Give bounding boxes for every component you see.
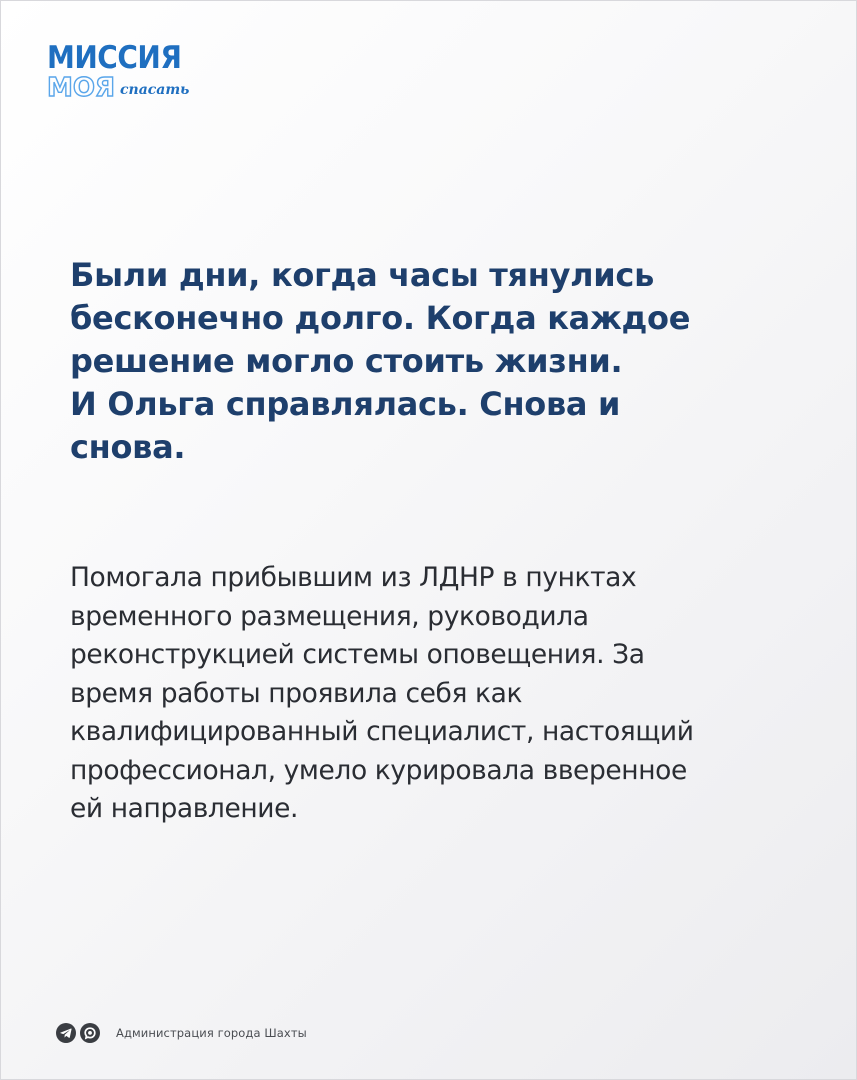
headline-line: снова. xyxy=(70,428,186,466)
headline-line: бесконечно долго. Когда каждое xyxy=(70,299,691,337)
body-line: реконструкцией системы оповещения. За xyxy=(70,639,645,670)
headline xyxy=(70,254,770,469)
brand-logo xyxy=(47,38,190,104)
body-line: ей направление. xyxy=(70,793,299,824)
headline-line: решение могло стоить жизни. xyxy=(70,342,623,380)
body-line: профессионал, умело курировала вверенное xyxy=(70,754,687,786)
telegram-icon[interactable] xyxy=(56,1023,76,1043)
body-line: квалифицированный специалист, настоящий xyxy=(70,716,694,747)
headline-line: И Ольга справлялась. Снова и xyxy=(70,385,621,423)
body-paragraph xyxy=(70,559,810,829)
logo-word-moya: МОЯ xyxy=(47,73,115,103)
body-line: временного размещения, руководила xyxy=(70,600,589,632)
body-line: Помогала прибывшим из ЛДНР в пунктах xyxy=(70,562,637,593)
headline-line: Были дни, когда часы тянулись xyxy=(70,256,655,294)
footer xyxy=(56,1022,307,1044)
body-line: время работы проявила себя как xyxy=(70,677,523,709)
logo-word-missiya: МИССИЯ xyxy=(47,38,182,76)
footer-source-label: Администрация города Шахты xyxy=(116,1026,307,1040)
vk-max-icon[interactable] xyxy=(80,1023,100,1043)
logo-word-spasat: спасать xyxy=(120,82,190,98)
